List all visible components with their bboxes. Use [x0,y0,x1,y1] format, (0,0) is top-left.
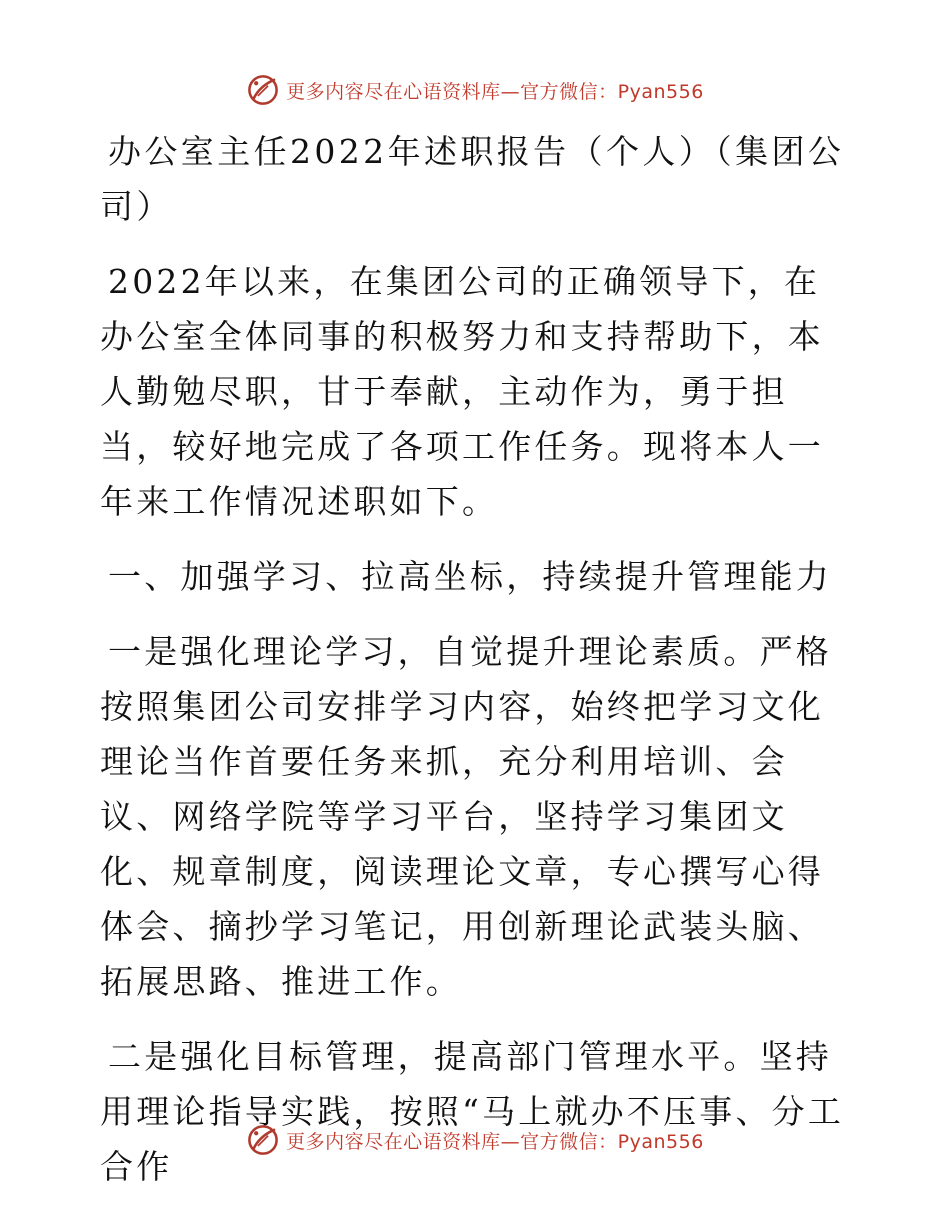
section-heading-1: 一、加强学习、拉高坐标，持续提升管理能力 [108,557,832,596]
paragraph-management: 二是强化目标管理，提高部门管理水平。坚持用理论指导实践，按照“马上就办不压事、分工合作 [100,1037,845,1186]
paragraph-study: 一是强化理论学习，自觉提升理论素质。严格按照集团公司安排学习内容，始终把学习文化理论当作首要任务来抓，充分利用培训、会议、网络学院等学习平台，坚持学习集团文化、规章制度，阅读理论文章，专心撰写心得体会、摘抄学习笔记，用创新理论武装头脑、拓展思路、推进工作。 [100,632,832,1001]
document-title: 办公室主任2022年述职报告（个人）（集团公司） [100,132,845,226]
pen-logo-icon [246,73,280,107]
pen-logo-icon [246,1123,280,1157]
paragraph-intro: 2022年以来，在集团公司的正确领导下，在办公室全体同事的积极努力和支持帮助下，本人勤勉尽职，甘于奉献，主动作为，勇于担当，较好地完成了各项工作任务。现将本人一年来工作情况述职如下。 [100,262,824,521]
footer-watermark-banner [0,1120,950,1160]
header-watermark-banner [0,70,950,110]
document-body [100,124,848,1194]
watermark-text: 更多内容尽在心语资料库—官方微信：Pyan556 [286,80,704,103]
watermark-text: 更多内容尽在心语资料库—官方微信：Pyan556 [286,1130,704,1153]
